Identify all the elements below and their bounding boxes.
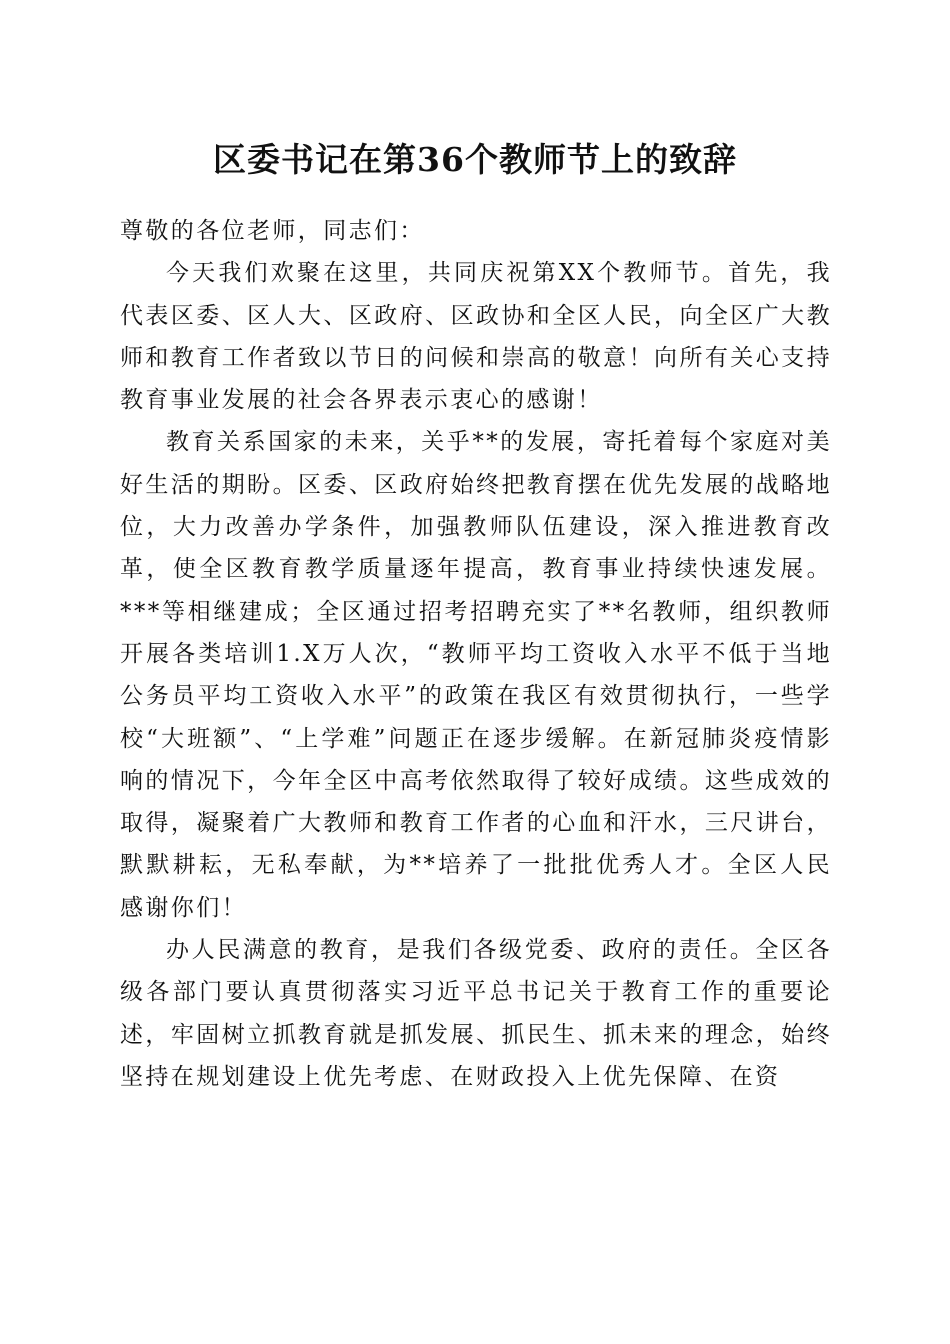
paragraph-greeting: 今天我们欢聚在这里，共同庆祝第XX个教师节。首先，我代表区委、区人大、区政府、区政协和全区人民，向全区广大教师和教育工作者致以节日的问候和崇高的敬意！向所有关心支持教育事业发展的社会各界表示衷心的感谢！ [120,260,832,414]
paragraph-achievements: 教育关系国家的未来，关乎**的发展，寄托着每个家庭对美好生活的期盼。区委、区政府始终把教育摆在优先发展的战略地位，大力改善办学条件，加强教师队伍建设，深入推进教育改革，使全区教育教学质量逐年提高，教育事业持续快速发展。***等相继建成；全区通过招考招聘充实了**名教师，组织教师开展各类培训1.X万人次，“教师平均工资收入水平不低于当地公务员平均工资收入水平”的政策在我区有效贯彻执行，一些学校“大班额”、“上学难”问题正在逐步缓解。在新冠肺炎疫情影响的情况下，今年全区中高考依然取得了较好成绩。这些成效的取得，凝聚着广大教师和教育工作者的心血和汗水，三尺讲台，默默耕耘，无私奉献，为**培养了一批批优秀人才。全区人民感谢你们！ [120,429,832,921]
document-body [120,210,832,1098]
salutation: 尊敬的各位老师，同志们： [120,218,425,244]
paragraph-responsibility: 办人民满意的教育，是我们各级党委、政府的责任。全区各级各部门要认真贯彻落实习近平总书记关于教育工作的重要论述，牢固树立抓教育就是抓发展、抓民生、抓未来的理念，始终坚持在规划建设上优先考虑、在财政投入上优先保障、在资 [120,937,832,1090]
document-title: 区委书记在第36个教师节上的致辞 [213,140,737,179]
